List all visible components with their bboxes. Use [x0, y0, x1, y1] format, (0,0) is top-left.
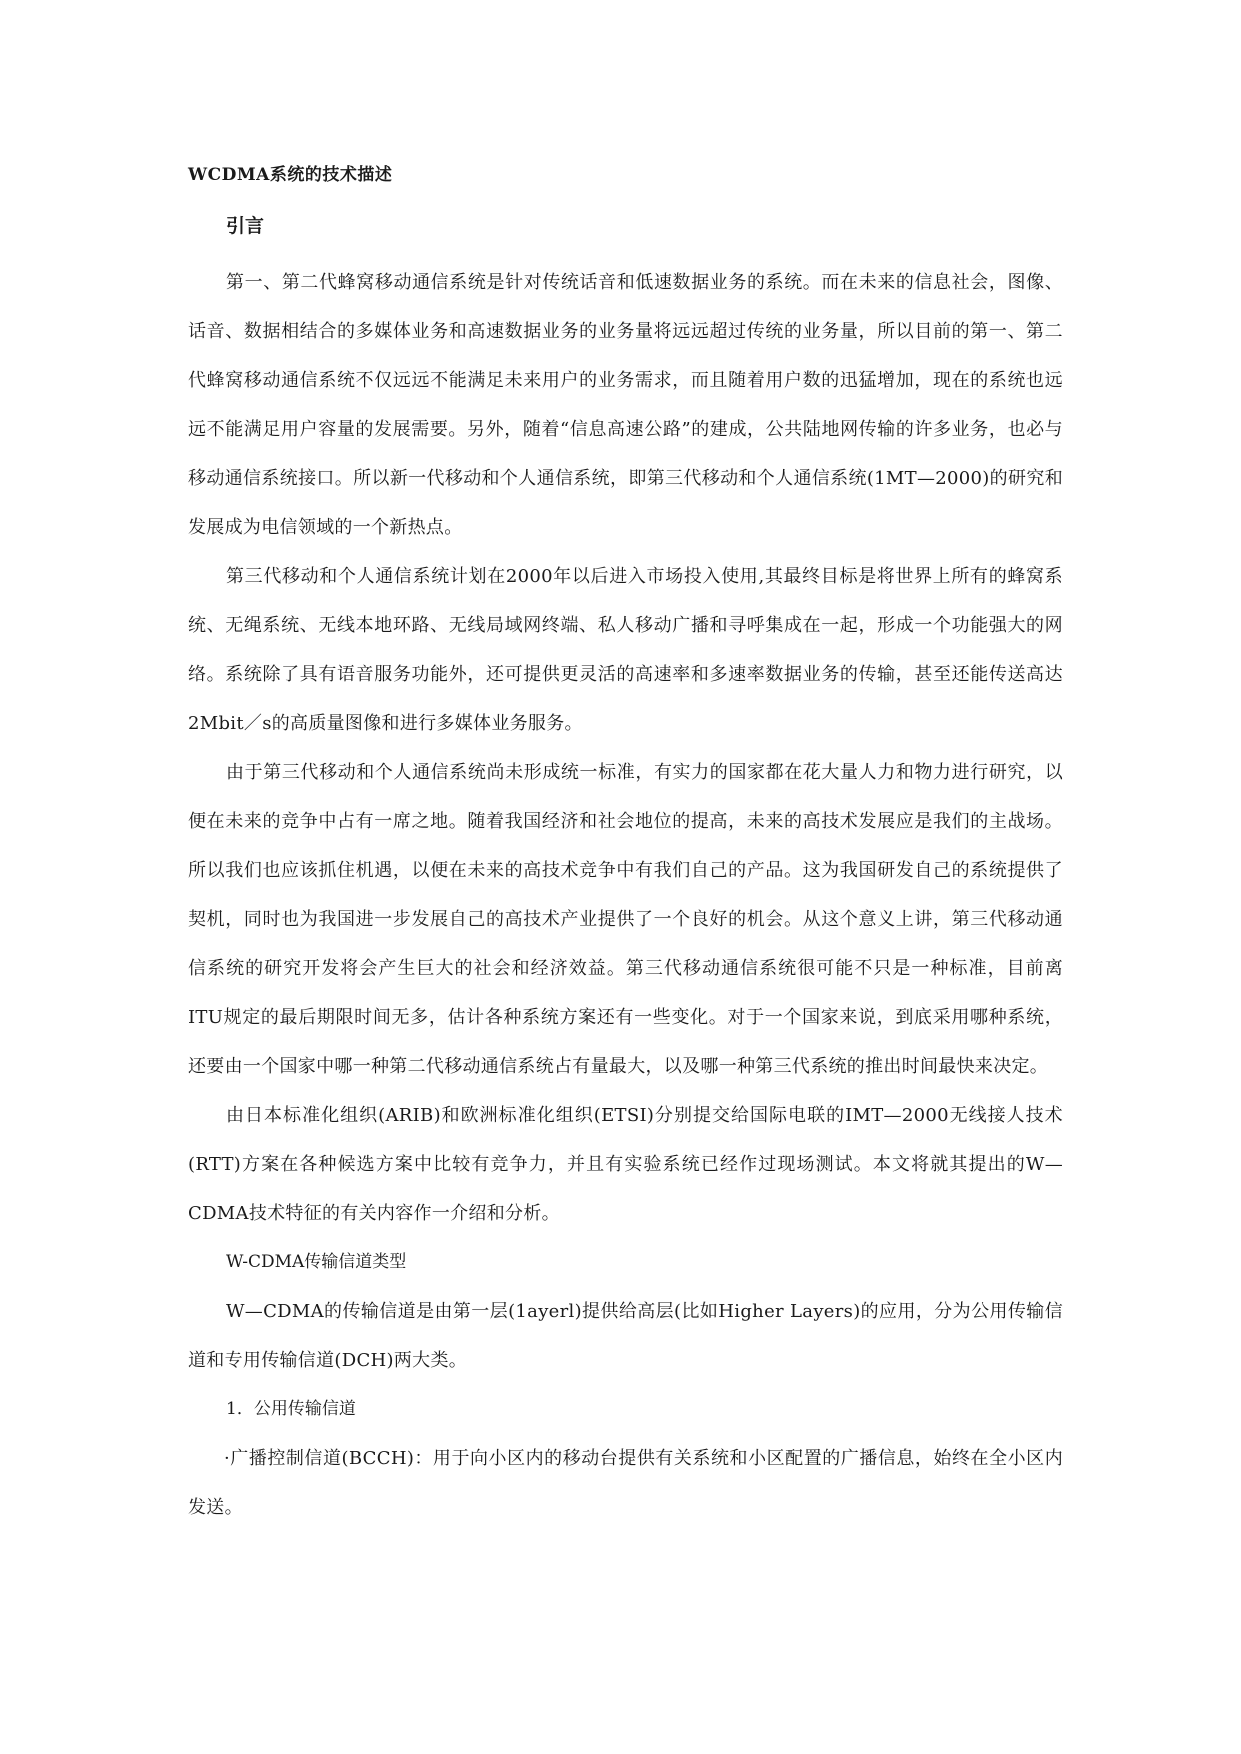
channel-types-heading: W-CDMA传输信道类型 — [226, 1252, 407, 1272]
bcch-bullet: ·广播控制信道(BCCH)：用于向小区内的移动台提供有关系统和小区配置的广播信息，始终在全小区内发送。 — [188, 1448, 1063, 1518]
paragraph-3: 由于第三代移动和个人通信系统尚未形成统一标准，有实力的国家都在花大量人力和物力进行研究，以便在未来的竞争中占有一席之地。随着我国经济和社会地位的提高，未来的高技术发展应是我们的主战场。所以我们也应该抓住机遇，以便在未来的高技术竞争中有我们自己的产品。这为我国研发自己的系统提供了契机，同时也为我国进一步发展自己的高技术产业提供了一个良好的机会。从这个意义上讲，第三代移动通信系统的研究开发将会产生巨大的社会和经济效益。第三代移动通信系统很可能不只是一种标准，目前离ITU规定的最后期限时间无多，估计各种系统方案还有一些变化。对于一个国家来说，到底采用哪种系统，还要由一个国家中哪一种第二代移动通信系统占有量最大，以及哪一种第三代系统的推出时间最快来决定。 — [188, 762, 1063, 1077]
intro-heading: 引言 — [226, 215, 265, 237]
paragraph-2: 第三代移动和个人通信系统计划在2000年以后进入市场投入使用,其最终目标是将世界上所有的蜂窝系统、无绳系统、无线本地环路、无线局域网终端、私人移动广播和寻呼集成在一起，形成一个功能强大的网络。系统除了具有语音服务功能外，还可提供更灵活的高速率和多速率数据业务的传输，甚至还能传送高达2Mbit／s的高质量图像和进行多媒体业务服务。 — [188, 566, 1063, 734]
paragraph-4: 由日本标准化组织(ARIB)和欧洲标准化组织(ETSI)分别提交给国际电联的IMT—2000无线接人技术(RTT)方案在各种候选方案中比较有竞争力，并且有实验系统已经作过现场测试。本文将就其提出的W—CDMA技术特征的有关内容作一介绍和分析。 — [188, 1105, 1063, 1224]
common-channel-heading: 1．公用传输信道 — [226, 1399, 356, 1419]
channel-types-paragraph: W—CDMA的传输信道是由第一层(1ayerl)提供给高层(比如Higher Layers)的应用，分为公用传输信道和专用传输信道(DCH)两大类。 — [188, 1301, 1063, 1371]
paragraph-1: 第一、第二代蜂窝移动通信系统是针对传统话音和低速数据业务的系统。而在未来的信息社会，图像、话音、数据相结合的多媒体业务和高速数据业务的业务量将远远超过传统的业务量，所以目前的第一、第二代蜂窝移动通信系统不仅远远不能满足未来用户的业务需求，而且随着用户数的迅猛增加，现在的系统也远远不能满足用户容量的发展需要。另外，随着“信息高速公路”的建成，公共陆地网传输的许多业务，也必与移动通信系统接口。所以新一代移动和个人通信系统，即第三代移动和个人通信系统(1MT—2000)的研究和发展成为电信领域的一个新热点。 — [188, 272, 1063, 538]
document-title: WCDMA系统的技术描述 — [188, 165, 393, 185]
document-page — [188, 160, 1063, 1532]
